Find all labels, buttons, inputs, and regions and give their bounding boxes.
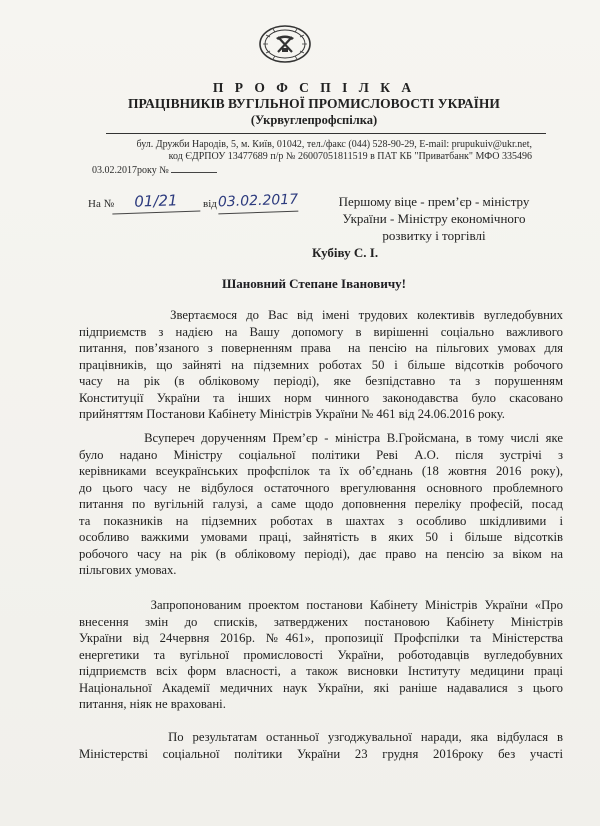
paragraph-line: внесення змін до списків, затверджених постановою Кабінету Міністрів — [79, 614, 563, 629]
paragraph-line: робочого часу на рік (в обліковому періоді), дає право на пенсію за віком на — [79, 546, 563, 561]
paragraph-line: Всупереч дорученням Прем’єр - міністра В.Гройсмана, в тому числі яке — [79, 431, 563, 445]
paragraph-line: енергетики та вугільної промисловості України, роботодавців вугледобувних — [79, 647, 563, 662]
header-divider — [106, 133, 546, 134]
paragraph-line: було надано Міністру соціальної політики Реві А.О. після зустрічі з — [79, 447, 563, 462]
org-address: бул. Дружби Народів, 5, м. Київ, 01042, тел./факс (044) 528-90-29, E-mail: prupukuiv@ukr.net, — [136, 139, 532, 150]
ref-number-label: На № — [88, 198, 115, 210]
addressee-line1: Першому віце - прем’єр - міністру — [338, 194, 530, 209]
ref-date-label: від — [203, 198, 217, 210]
paragraph-line: По результатам останньої узгоджувальної наради, яка відбулася в — [79, 730, 563, 744]
paragraph-line: підприємств всіх форм власності, а також висновки Інституту медицини праці — [79, 664, 563, 679]
outgoing-date-line — [92, 163, 217, 176]
addressee-line2: України - Міністру економічного — [342, 211, 526, 226]
ref-number-handwritten: 01/21 — [112, 190, 201, 214]
paragraph-1 — [79, 307, 563, 423]
ref-date-handwritten: 03.02.2017 — [218, 191, 299, 215]
paragraph-line: питання, ніяк не враховані. — [79, 697, 226, 712]
outgoing-number-blank — [171, 163, 217, 173]
paragraph-line: Міністерстві соціальної політики України 23 грудня 2016року без участі — [79, 746, 563, 761]
salutation: Шановний Степане Івановичу! — [222, 276, 406, 291]
org-short-name: (Укрвуглепрофспілка) — [250, 113, 378, 127]
paragraph-line: України від 24червня 2016р. №461», пропозиції Профспілки та Міністерства — [79, 631, 563, 646]
paragraph-line: керівниками всеукраїнських профспілок та їх об’єднань (18 жовтня 2016 року), — [79, 464, 563, 479]
union-emblem-icon — [258, 24, 312, 64]
paragraph-line: питання, пов’язаного з поверненням права на пенсію на пільгових умовах для — [79, 341, 563, 356]
org-bank-details: код ЄДРПОУ 13477689 п/р № 26007051811519 в ПАТ КБ "Приватбанк" МФО 335496 — [168, 151, 532, 162]
paragraph-line: до цього часу не відбулося остаточного врегулювання основного проблемного — [79, 480, 563, 495]
org-name-line1: П Р О Ф С П І Л К А — [212, 80, 416, 95]
paragraph-line: та показників на підземних роботах в шахтах з особливо шкідливими і — [79, 513, 563, 528]
org-name-line2: ПРАЦІВНИКІВ ВУГІЛЬНОЇ ПРОМИСЛОВОСТІ УКРАЇНИ — [128, 96, 500, 111]
paragraph-3 — [79, 597, 563, 713]
paragraph-line: підприємств з надією на Вашу допомогу в вирішенні соціально важливого — [79, 324, 563, 339]
paragraph-2 — [79, 430, 563, 579]
paragraph-line: Конституції України та інших норм чинного законодавства було скасовано — [79, 390, 563, 405]
paragraph-line: прийняттям Постанови Кабінету Міністрів України № 461 від 24.06.2016 року. — [79, 407, 505, 422]
outgoing-date: 03.02.2017року № — [92, 165, 169, 176]
addressee-name: Кубіву С. І. — [312, 245, 379, 260]
paragraph-line: Звертаємося до Вас від імені трудових колективів вугледобувних — [79, 308, 563, 322]
paragraph-line: Національної Академії медичних наук України, які раніше надавалися з цього — [79, 680, 563, 695]
paragraph-line: Запропонованим проектом постанови Кабінету Міністрів України «Про — [79, 598, 563, 612]
paragraph-line: особливо важкими умовами праці, зайнятість в яких 50 і більше відсотків — [79, 530, 563, 545]
paragraph-line: пільгових умовах. — [79, 563, 177, 578]
paragraph-4 — [79, 729, 563, 762]
paragraph-line: питання по вугільній галузі, а саме щодо доповнення переліку професій, посад — [79, 497, 563, 512]
paragraph-line: працівників, що зайняті на підземних роботах 50 і більше відсотків робочого — [79, 357, 563, 372]
paragraph-line: часу на рік (в обліковому періоді), яке безпідставно та з порушенням — [79, 374, 563, 389]
addressee-line3: розвитку і торгівлі — [382, 228, 486, 243]
